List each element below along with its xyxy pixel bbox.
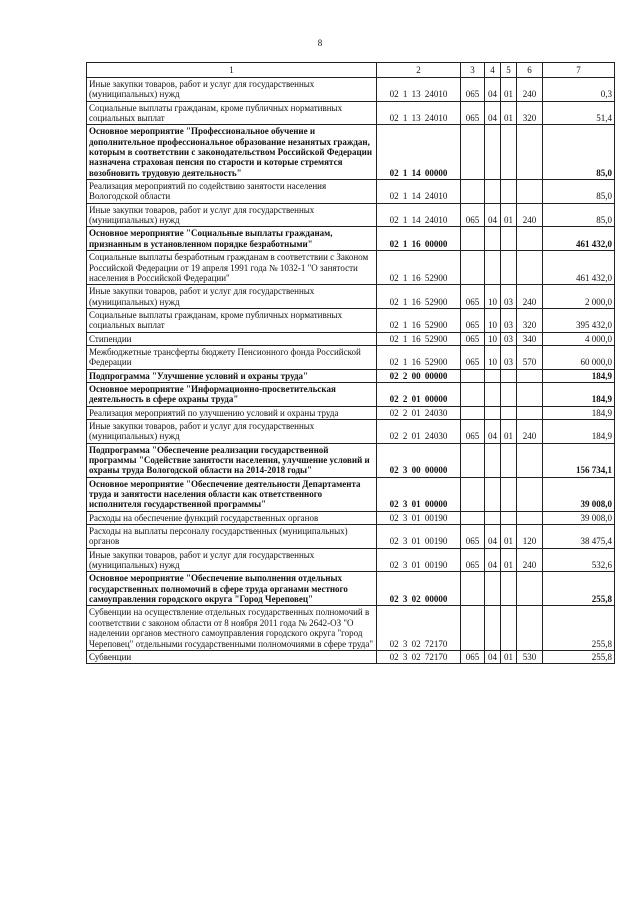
table-row <box>87 251 615 285</box>
row-col-5 <box>501 382 517 406</box>
row-code: 02 2 01 24030 <box>377 419 461 443</box>
row-col-4 <box>485 382 501 406</box>
row-name: Иные закупки товаров, работ и услуг для государственных (муниципальных) нужд <box>87 285 377 309</box>
row-col-5: 03 <box>501 332 517 345</box>
table-row <box>87 345 615 369</box>
row-col-3 <box>461 477 485 511</box>
row-col-3 <box>461 606 485 650</box>
row-col-3: 065 <box>461 332 485 345</box>
row-col-5 <box>501 511 517 524</box>
row-col-6: 240 <box>517 203 543 227</box>
row-col-4 <box>485 443 501 477</box>
row-col-5: 01 <box>501 525 517 549</box>
row-code: 02 1 16 52900 <box>377 285 461 309</box>
table-body <box>87 78 615 664</box>
row-col-6: 240 <box>517 285 543 309</box>
row-col-3 <box>461 382 485 406</box>
row-amount: 461 432,0 <box>543 251 615 285</box>
row-col-4 <box>485 606 501 650</box>
row-code: 02 1 14 24010 <box>377 180 461 204</box>
table-row <box>87 650 615 663</box>
table-row <box>87 572 615 606</box>
header-col-6: 6 <box>517 63 543 78</box>
row-col-5 <box>501 572 517 606</box>
row-amount: 255,8 <box>543 650 615 663</box>
row-amount: 85,0 <box>543 203 615 227</box>
row-col-6: 570 <box>517 345 543 369</box>
header-col-5: 5 <box>501 63 517 78</box>
row-col-5: 01 <box>501 650 517 663</box>
row-col-3: 065 <box>461 650 485 663</box>
row-amount: 39 008,0 <box>543 511 615 524</box>
row-col-6 <box>517 382 543 406</box>
row-amount: 184,9 <box>543 382 615 406</box>
row-name: Межбюджетные трансферты бюджету Пенсионного фонда Российской Федерации <box>87 345 377 369</box>
row-amount: 38 475,4 <box>543 525 615 549</box>
table-row <box>87 180 615 204</box>
row-col-5: 03 <box>501 345 517 369</box>
row-col-3 <box>461 572 485 606</box>
row-col-4: 04 <box>485 650 501 663</box>
row-name: Расходы на обеспечение функций государственных органов <box>87 511 377 524</box>
row-col-4 <box>485 477 501 511</box>
row-col-4: 10 <box>485 345 501 369</box>
row-col-5: 03 <box>501 285 517 309</box>
row-col-4: 04 <box>485 548 501 572</box>
row-amount: 184,9 <box>543 419 615 443</box>
row-code: 02 1 13 24010 <box>377 78 461 102</box>
row-code: 02 3 00 00000 <box>377 443 461 477</box>
row-col-6: 530 <box>517 650 543 663</box>
row-col-5: 01 <box>501 78 517 102</box>
row-amount: 4 000,0 <box>543 332 615 345</box>
row-col-6 <box>517 606 543 650</box>
page-number: 8 <box>317 38 323 48</box>
row-name: Основное мероприятие "Информационно-просветительская деятельность в сфере охраны труда" <box>87 382 377 406</box>
row-code: 02 3 02 72170 <box>377 650 461 663</box>
row-code: 02 2 01 24030 <box>377 406 461 419</box>
row-col-3: 065 <box>461 78 485 102</box>
row-col-6 <box>517 251 543 285</box>
header-col-7: 7 <box>543 63 615 78</box>
row-col-4 <box>485 180 501 204</box>
row-name: Субвенции <box>87 650 377 663</box>
row-name: Иные закупки товаров, работ и услуг для государственных (муниципальных) нужд <box>87 548 377 572</box>
row-col-3: 065 <box>461 101 485 125</box>
row-col-4: 04 <box>485 78 501 102</box>
row-col-3: 065 <box>461 525 485 549</box>
row-col-3 <box>461 443 485 477</box>
row-col-5 <box>501 477 517 511</box>
row-name: Подпрограмма "Улучшение условий и охраны труда" <box>87 369 377 382</box>
header-col-3: 3 <box>461 63 485 78</box>
row-col-3: 065 <box>461 548 485 572</box>
row-name: Иные закупки товаров, работ и услуг для государственных (муниципальных) нужд <box>87 203 377 227</box>
row-col-6: 320 <box>517 101 543 125</box>
table-row <box>87 419 615 443</box>
row-code: 02 1 16 52900 <box>377 251 461 285</box>
row-col-6 <box>517 443 543 477</box>
row-col-4 <box>485 227 501 251</box>
table-row <box>87 406 615 419</box>
row-name: Основное мероприятие "Обеспечение деятельности Департамента труда и занятости населения области как ответственного исполнителя государственной программы" <box>87 477 377 511</box>
row-amount: 2 000,0 <box>543 285 615 309</box>
row-col-5 <box>501 227 517 251</box>
row-name: Социальные выплаты безработным гражданам в соответствии с Законом Российской Федерации от 19 апреля 1991 года № 1032-1 "О занятости населения в Российской Федерации" <box>87 251 377 285</box>
row-col-6: 320 <box>517 308 543 332</box>
row-col-5 <box>501 180 517 204</box>
table-row <box>87 227 615 251</box>
row-name: Иные закупки товаров, работ и услуг для государственных (муниципальных) нужд <box>87 419 377 443</box>
row-col-4 <box>485 369 501 382</box>
table-row <box>87 125 615 180</box>
row-code: 02 3 02 72170 <box>377 606 461 650</box>
row-name: Основное мероприятие "Социальные выплаты гражданам, признанным в установленном порядке безработными" <box>87 227 377 251</box>
row-name: Реализация мероприятий по содействию занятости населения Вологодской области <box>87 180 377 204</box>
table-row <box>87 511 615 524</box>
row-amount: 156 734,1 <box>543 443 615 477</box>
table-row <box>87 101 615 125</box>
header-col-2: 2 <box>377 63 461 78</box>
row-code: 02 1 14 00000 <box>377 125 461 180</box>
row-col-4: 10 <box>485 285 501 309</box>
row-col-4 <box>485 572 501 606</box>
table-row <box>87 78 615 102</box>
row-code: 02 3 01 00000 <box>377 477 461 511</box>
row-amount: 85,0 <box>543 180 615 204</box>
table-row <box>87 369 615 382</box>
row-code: 02 1 16 52900 <box>377 345 461 369</box>
row-col-6: 240 <box>517 548 543 572</box>
row-col-3: 065 <box>461 419 485 443</box>
row-col-3 <box>461 251 485 285</box>
row-code: 02 1 16 00000 <box>377 227 461 251</box>
row-col-6 <box>517 180 543 204</box>
row-col-6: 240 <box>517 78 543 102</box>
row-col-4: 10 <box>485 308 501 332</box>
row-col-3: 065 <box>461 203 485 227</box>
row-col-5 <box>501 369 517 382</box>
row-amount: 532,6 <box>543 548 615 572</box>
row-col-4 <box>485 125 501 180</box>
row-col-4 <box>485 406 501 419</box>
row-col-5: 01 <box>501 419 517 443</box>
table-row <box>87 382 615 406</box>
row-name: Основное мероприятие "Обеспечение выполнения отдельных государственных полномочий в сфере труда органами местного самоуправления городского округа "Город Череповец" <box>87 572 377 606</box>
row-col-4: 10 <box>485 332 501 345</box>
row-code: 02 3 01 00190 <box>377 525 461 549</box>
table-row <box>87 548 615 572</box>
header-col-1: 1 <box>87 63 377 78</box>
row-amount: 255,8 <box>543 606 615 650</box>
row-col-3 <box>461 511 485 524</box>
row-col-3: 065 <box>461 285 485 309</box>
row-name: Расходы на выплаты персоналу государственных (муниципальных) органов <box>87 525 377 549</box>
row-col-6 <box>517 477 543 511</box>
header-row <box>87 63 615 78</box>
row-col-6 <box>517 125 543 180</box>
row-name: Подпрограмма "Обеспечение реализации государственной программы "Содействие занятости населения, улучшение условий и охраны труда Вологодской области на 2014-2018 годы" <box>87 443 377 477</box>
row-amount: 60 000,0 <box>543 345 615 369</box>
row-col-3 <box>461 369 485 382</box>
table-row <box>87 525 615 549</box>
header-col-4: 4 <box>485 63 501 78</box>
row-name: Основное мероприятие "Профессиональное обучение и дополнительное профессиональное образование незанятых граждан, которым в соответствии с законодательством Российской Федерации назначена страховая пенсия по старости и которые стремятся возобновить трудовую деятельность" <box>87 125 377 180</box>
row-col-5 <box>501 606 517 650</box>
row-name: Стипендии <box>87 332 377 345</box>
row-col-6 <box>517 572 543 606</box>
row-amount: 51,4 <box>543 101 615 125</box>
row-col-4: 04 <box>485 203 501 227</box>
row-col-3 <box>461 406 485 419</box>
row-col-5 <box>501 443 517 477</box>
row-col-6 <box>517 511 543 524</box>
row-col-6: 340 <box>517 332 543 345</box>
row-col-6 <box>517 406 543 419</box>
row-col-5: 01 <box>501 548 517 572</box>
row-col-3 <box>461 180 485 204</box>
row-name: Социальные выплаты гражданам, кроме публичных нормативных социальных выплат <box>87 101 377 125</box>
row-col-4 <box>485 251 501 285</box>
row-amount: 0,3 <box>543 78 615 102</box>
row-col-5 <box>501 251 517 285</box>
row-col-6: 120 <box>517 525 543 549</box>
row-code: 02 3 01 00190 <box>377 511 461 524</box>
row-code: 02 2 01 00000 <box>377 382 461 406</box>
row-col-5: 03 <box>501 308 517 332</box>
row-amount: 395 432,0 <box>543 308 615 332</box>
table-row <box>87 285 615 309</box>
row-code: 02 1 16 52900 <box>377 308 461 332</box>
row-code: 02 3 02 00000 <box>377 572 461 606</box>
table-row <box>87 443 615 477</box>
row-code: 02 2 00 00000 <box>377 369 461 382</box>
row-col-6 <box>517 227 543 251</box>
row-col-3 <box>461 227 485 251</box>
row-code: 02 1 16 52900 <box>377 332 461 345</box>
row-col-6: 240 <box>517 419 543 443</box>
row-col-5 <box>501 406 517 419</box>
table-row <box>87 203 615 227</box>
row-col-6 <box>517 369 543 382</box>
row-col-3 <box>461 125 485 180</box>
row-name: Социальные выплаты гражданам, кроме публичных нормативных социальных выплат <box>87 308 377 332</box>
row-col-3: 065 <box>461 308 485 332</box>
row-col-4 <box>485 511 501 524</box>
table-row <box>87 332 615 345</box>
row-name: Субвенции на осуществление отдельных государственных полномочий в соответствии с законом области от 8 ноября 2011 года № 2642-ОЗ "О наделении органов местного самоуправления городского округа "город Череповец" отдельными государственными полномочиями в сфере труда" <box>87 606 377 650</box>
table-row <box>87 308 615 332</box>
row-col-5: 01 <box>501 203 517 227</box>
row-amount: 461 432,0 <box>543 227 615 251</box>
row-col-4: 04 <box>485 101 501 125</box>
row-code: 02 1 14 24010 <box>377 203 461 227</box>
row-col-5 <box>501 125 517 180</box>
row-amount: 184,9 <box>543 369 615 382</box>
row-col-5: 01 <box>501 101 517 125</box>
row-code: 02 3 01 00190 <box>377 548 461 572</box>
row-name: Реализация мероприятий по улучшению условий и охраны труда <box>87 406 377 419</box>
table-row <box>87 477 615 511</box>
row-col-3: 065 <box>461 345 485 369</box>
row-name: Иные закупки товаров, работ и услуг для государственных (муниципальных) нужд <box>87 78 377 102</box>
row-code: 02 1 13 24010 <box>377 101 461 125</box>
budget-table <box>86 62 615 664</box>
row-amount: 184,9 <box>543 406 615 419</box>
row-amount: 255,8 <box>543 572 615 606</box>
table-row <box>87 606 615 650</box>
row-amount: 39 008,0 <box>543 477 615 511</box>
row-col-4: 04 <box>485 525 501 549</box>
row-col-4: 04 <box>485 419 501 443</box>
row-amount: 85,0 <box>543 125 615 180</box>
